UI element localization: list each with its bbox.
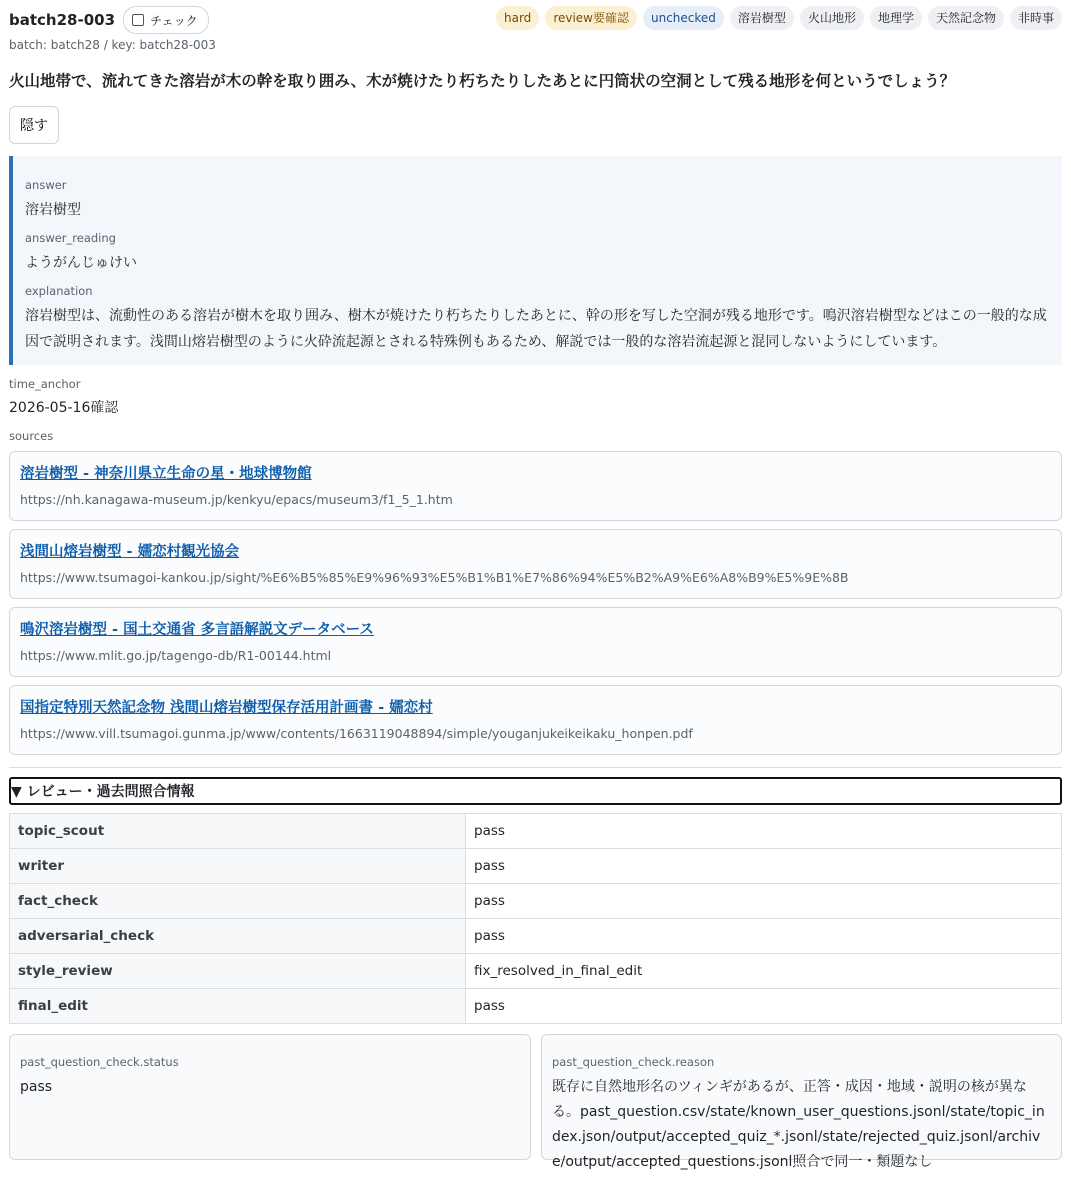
review-key: topic_scout (10, 814, 466, 849)
table-row (10, 814, 1062, 849)
time-anchor-value: 2026-05-16確認 (9, 400, 119, 416)
source-link[interactable]: 鳴沢溶岩樹型 - 国土交通省 多言語解説文データベース (20, 622, 374, 638)
check-toggle[interactable] (123, 6, 209, 34)
table-row (10, 884, 1062, 919)
source-link[interactable]: 溶岩樹型 - 神奈川県立生命の星・地球博物館 (20, 466, 312, 482)
reason-value: 既存に自然地形名のツィンギがあるが、正答・成因・地域・説明の核が異なる。past_question.csv/state/known_user_questions.jsonl/state/topic_index.json/output/accepted_quiz_*.jsonl/state/rejected_quiz.jsonl/archive/output/accepted_questions.jsonl照合で同一・類題なし (552, 1079, 1045, 1170)
review-key: fact_check (10, 884, 466, 919)
checkbox-icon[interactable] (132, 14, 144, 26)
review-key: final_edit (10, 989, 466, 1024)
source-card (9, 529, 1062, 599)
time-anchor-label: time_anchor (9, 377, 81, 391)
source-link[interactable]: 浅間山熔岩樹型 - 嬬恋村観光協会 (20, 544, 240, 560)
review-details-toggle[interactable]: ▼ レビュー・過去問照合情報 (9, 777, 1062, 805)
review-value: pass (466, 884, 1062, 919)
source-link[interactable]: 国指定特別天然記念物 浅間山熔岩樹型保存活用計画書 - 嬬恋村 (20, 700, 433, 716)
explanation-label: explanation (25, 284, 93, 298)
review-key: adversarial_check (10, 919, 466, 954)
divider (9, 767, 1062, 768)
review-value: pass (466, 919, 1062, 954)
review-key: writer (10, 849, 466, 884)
table-row (10, 989, 1062, 1024)
explanation-value: 溶岩樹型は、流動性のある溶岩が樹木を取り囲み、樹木が焼けたり朽ちたりしたあとに、幹の形を写した空洞が残る地形です。鳴沢溶岩樹型などはこの一般的な成因で説明されます。浅間山熔岩樹型のように火砕流起源とされる特殊例もあるため、解説では一般的な溶岩流起源と混同しないようにしています。 (25, 308, 1047, 350)
hide-answer-button[interactable]: 隠す (9, 106, 59, 144)
tag-topic: 火山地形 (800, 6, 864, 30)
tag-difficulty: hard (496, 6, 539, 30)
review-table (9, 813, 1062, 1024)
past-question-reason-card (541, 1034, 1062, 1170)
past-question-status-card (9, 1034, 531, 1160)
tag-status: unchecked (643, 6, 724, 30)
tag-topic: 地理学 (870, 6, 922, 30)
source-card (9, 451, 1062, 521)
review-value: pass (466, 814, 1062, 849)
source-url: https://www.vill.tsumagoi.gunma.jp/www/contents/1663119048894/simple/youganjukeikeikaku_honpen.pdf (20, 726, 693, 741)
source-url: https://www.mlit.go.jp/tagengo-db/R1-00144.html (20, 648, 332, 663)
tag-topic: 非時事 (1010, 6, 1062, 30)
past-question-check (9, 1034, 1062, 1170)
source-url: https://www.tsumagoi-kankou.jp/sight/%E6%B5%85%E9%96%93%E5%B1%B1%E7%86%94%E5%B2%A9%E6%A8%B9%E5%9E%8B (20, 570, 849, 585)
question-text: 火山地帯で、流れてきた溶岩が木の幹を取り囲み、木が焼けたり朽ちたりしたあとに円筒状の空洞として残る地形を何というでしょう？ (9, 72, 956, 90)
reading-label: answer_reading (25, 231, 116, 245)
status-label: past_question_check.status (20, 1055, 179, 1069)
reading-value: ようがんじゅけい (25, 255, 137, 271)
table-row (10, 954, 1062, 989)
item-title: batch28-003 (9, 11, 116, 29)
source-card (9, 685, 1062, 755)
review-key: style_review (10, 954, 466, 989)
source-url: https://nh.kanagawa-museum.jp/kenkyu/epacs/museum3/f1_5_1.htm (20, 492, 453, 507)
sources-label: sources (9, 429, 54, 443)
tag-topic: 天然記念物 (928, 6, 1004, 30)
review-value: pass (466, 849, 1062, 884)
answer-label: answer (25, 178, 67, 192)
answer-panel (9, 156, 1062, 365)
review-value: fix_resolved_in_final_edit (466, 954, 1062, 989)
reason-label: past_question_check.reason (552, 1055, 715, 1069)
tag-review: review要確認 (545, 6, 637, 30)
check-label: チェック (150, 13, 198, 28)
source-card (9, 607, 1062, 677)
tag-topic: 溶岩樹型 (730, 6, 794, 30)
answer-value: 溶岩樹型 (25, 202, 81, 218)
header-row (9, 0, 1062, 36)
status-value: pass (20, 1079, 53, 1095)
tag-list (496, 6, 1062, 30)
batch-meta: batch: batch28 / key: batch28-003 (9, 38, 216, 52)
table-row (10, 849, 1062, 884)
table-row (10, 919, 1062, 954)
review-value: pass (466, 989, 1062, 1024)
